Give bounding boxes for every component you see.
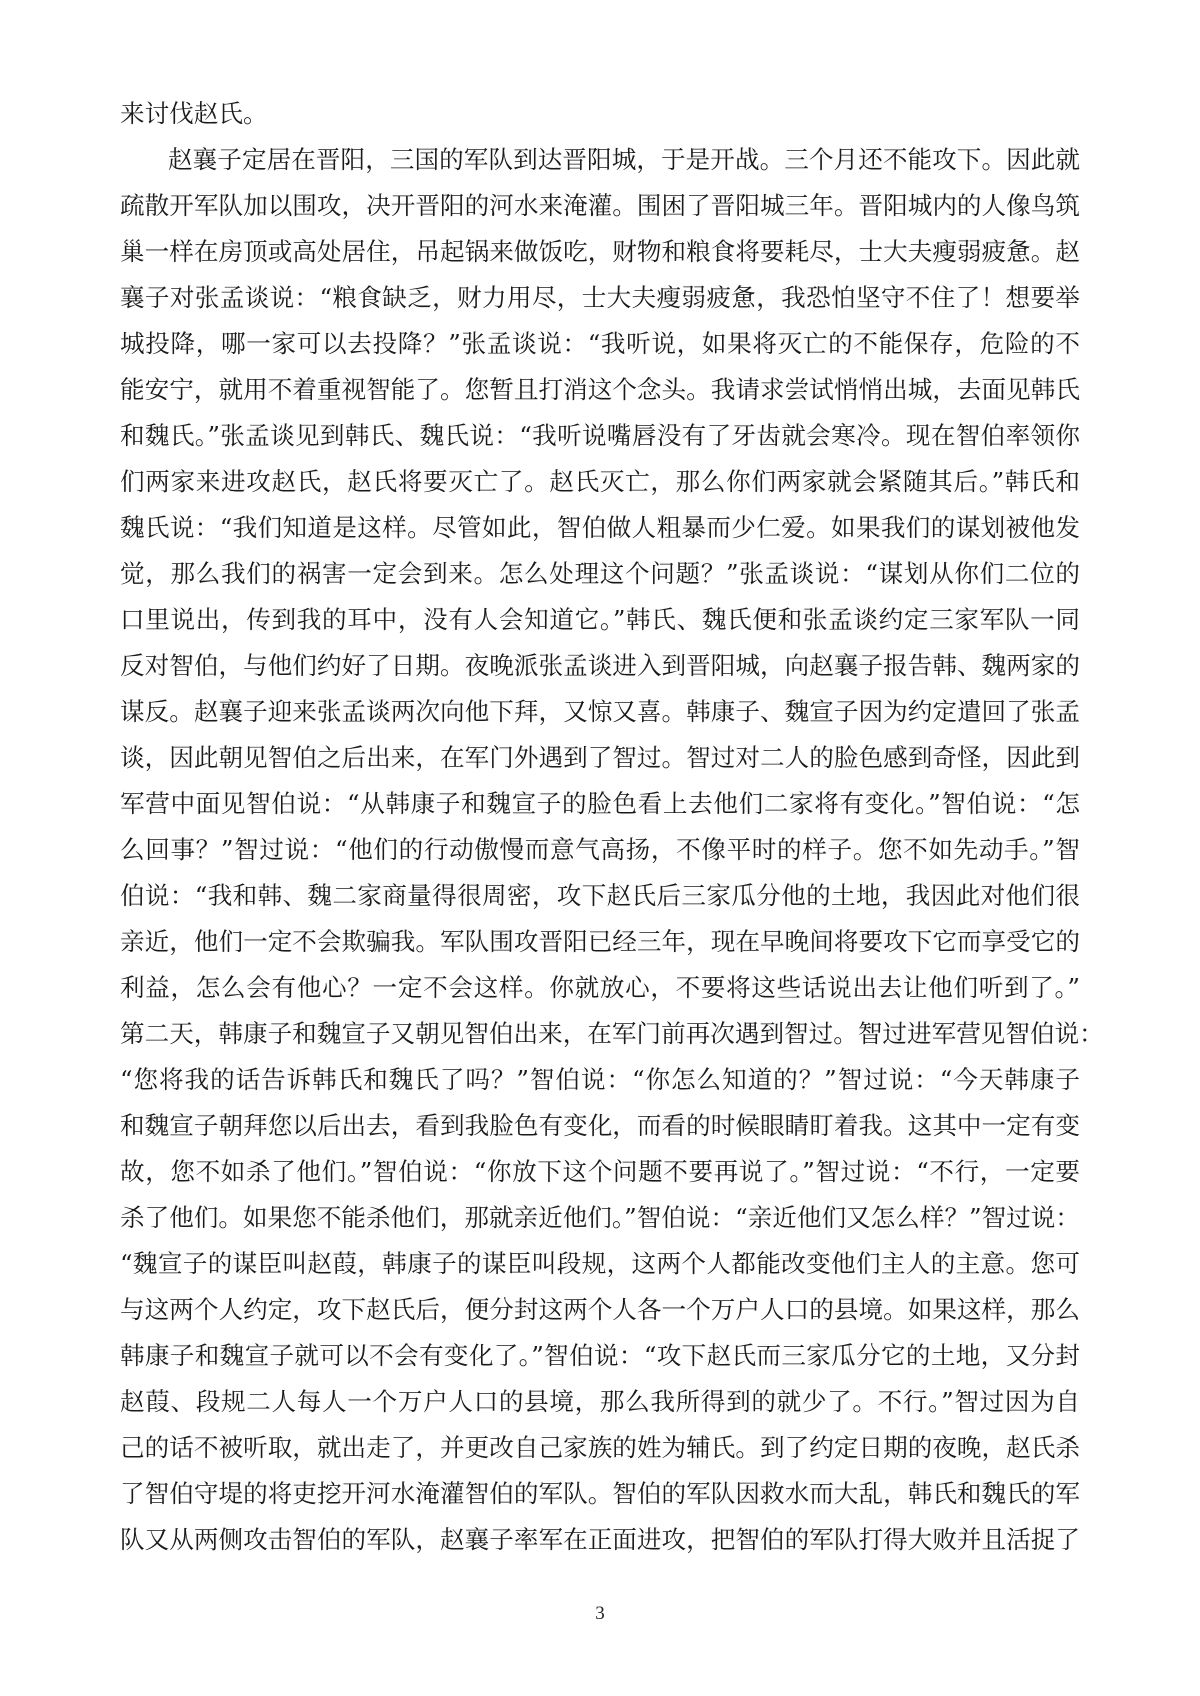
- text-line: 和魏氏。”张孟谈见到韩氏、魏氏说：“我听说嘴唇没有了牙齿就会寒冷。现在智伯率领你: [120, 421, 1080, 450]
- text-line: 己的话不被听取，就出走了，并更改自己家族的姓为辅氏。到了约定日期的夜晚，赵氏杀: [120, 1433, 1080, 1462]
- text-line: 城投降，哪一家可以去投降？”张孟谈说：“我听说，如果将灭亡的不能保存，危险的不: [120, 329, 1080, 358]
- text-line: 觉，那么我们的祸害一定会到来。怎么处理这个问题？”张孟谈说：“谋划从你们二位的: [120, 559, 1080, 588]
- text-line: 赵葭、段规二人每人一个万户人口的县境，那么我所得到的就少了。不行。”智过因为自: [120, 1387, 1080, 1416]
- text-line: 襄子对张孟谈说：“粮食缺乏，财力用尽，士大夫瘦弱疲惫，我恐怕坚守不住了！想要举: [120, 283, 1080, 312]
- text-line: 反对智伯，与他们约好了日期。夜晚派张孟谈进入到晋阳城，向赵襄子报告韩、魏两家的: [120, 651, 1080, 680]
- page-number: 3: [595, 1603, 605, 1624]
- text-line: 队又从两侧攻击智伯的军队，赵襄子率军在正面进攻，把智伯的军队打得大败并且活捉了: [120, 1525, 1080, 1554]
- text-line: 来讨伐赵氏。: [120, 99, 268, 128]
- text-line: 巢一样在房顶或高处居住，吊起锅来做饭吃，财物和粮食将要耗尽，士大夫瘦弱疲惫。赵: [120, 237, 1080, 266]
- text-line: 故，您不如杀了他们。”智伯说：“你放下这个问题不要再说了。”智过说：“不行，一定要: [120, 1157, 1080, 1186]
- text-line: 魏氏说：“我们知道是这样。尽管如此，智伯做人粗暴而少仁爱。如果我们的谋划被他发: [120, 513, 1080, 542]
- text-line: 军营中面见智伯说：“从韩康子和魏宣子的脸色看上去他们二家将有变化。”智伯说：“怎: [120, 789, 1080, 818]
- text-line: 了智伯守堤的将吏挖开河水淹灌智伯的军队。智伯的军队因救水而大乱，韩氏和魏氏的军: [120, 1479, 1080, 1508]
- text-line: “魏宣子的谋臣叫赵葭，韩康子的谋臣叫段规，这两个人都能改变他们主人的主意。您可: [120, 1249, 1080, 1278]
- text-line: 和魏宣子朝拜您以后出去，看到我脸色有变化，而看的时候眼睛盯着我。这其中一定有变: [120, 1111, 1080, 1140]
- text-line: 与这两个人约定，攻下赵氏后，便分封这两个人各一个万户人口的县境。如果这样，那么: [120, 1295, 1080, 1324]
- text-line: 韩康子和魏宣子就可以不会有变化了。”智伯说：“攻下赵氏而三家瓜分它的土地，又分封: [120, 1341, 1080, 1370]
- text-line: 第二天，韩康子和魏宣子又朝见智伯出来，在军门前再次遇到智过。智过进军营见智伯说：: [120, 1019, 1104, 1048]
- text-line: 能安宁，就用不着重视智能了。您暂且打消这个念头。我请求尝试悄悄出城，去面见韩氏: [120, 375, 1080, 404]
- text-line: 口里说出，传到我的耳中，没有人会知道它。”韩氏、魏氏便和张孟谈约定三家军队一同: [120, 605, 1080, 634]
- text-line: 赵襄子定居在晋阳，三国的军队到达晋阳城，于是开战。三个月还不能攻下。因此就: [168, 145, 1080, 174]
- text-line: “您将我的话告诉韩氏和魏氏了吗？”智伯说：“你怎么知道的？”智过说：“今天韩康子: [120, 1065, 1080, 1094]
- text-line: 亲近，他们一定不会欺骗我。军队围攻晋阳已经三年，现在早晚间将要攻下它而享受它的: [120, 927, 1080, 956]
- text-line: 谋反。赵襄子迎来张孟谈两次向他下拜，又惊又喜。韩康子、魏宣子因为约定遣回了张孟: [120, 697, 1080, 726]
- text-line: 疏散开军队加以围攻，决开晋阳的河水来淹灌。围困了晋阳城三年。晋阳城内的人像鸟筑: [120, 191, 1080, 220]
- text-line: 么回事？”智过说：“他们的行动傲慢而意气高扬，不像平时的样子。您不如先动手。”智: [120, 835, 1080, 864]
- text-line: 们两家来进攻赵氏，赵氏将要灭亡了。赵氏灭亡，那么你们两家就会紧随其后。”韩氏和: [120, 467, 1080, 496]
- text-line: 杀了他们。如果您不能杀他们，那就亲近他们。”智伯说：“亲近他们又怎么样？”智过说：: [120, 1203, 1080, 1232]
- text-line: 利益，怎么会有他心？一定不会这样。你就放心，不要将这些话说出去让他们听到了。”: [120, 973, 1080, 1002]
- text-line: 伯说：“我和韩、魏二家商量得很周密，攻下赵氏后三家瓜分他的土地，我因此对他们很: [120, 881, 1080, 910]
- text-line: 谈，因此朝见智伯之后出来，在军门外遇到了智过。智过对二人的脸色感到奇怪，因此到: [120, 743, 1080, 772]
